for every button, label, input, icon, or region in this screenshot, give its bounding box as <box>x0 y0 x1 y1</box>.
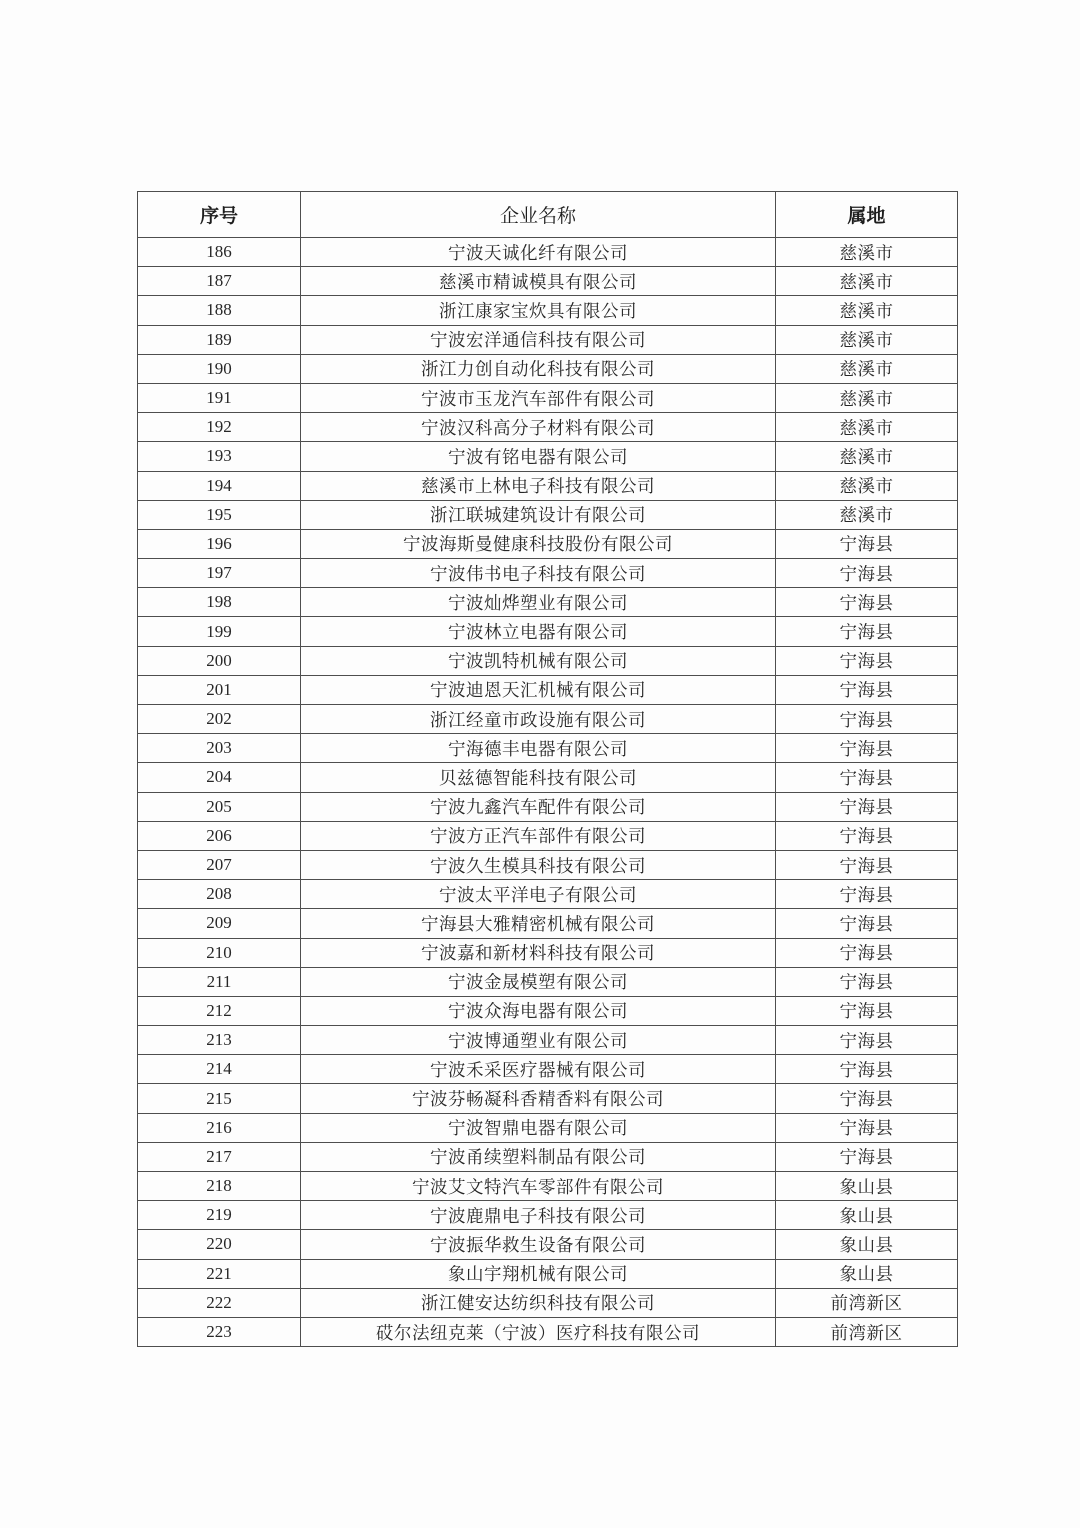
location-cell: 宁海县 <box>776 617 958 646</box>
serial-number-cell: 219 <box>138 1201 301 1230</box>
company-name-cell: 慈溪市精诚模具有限公司 <box>301 267 776 296</box>
location-cell: 慈溪市 <box>776 325 958 354</box>
location-cell: 宁海县 <box>776 850 958 879</box>
table-row <box>138 1288 958 1317</box>
company-name-cell: 宁波有铭电器有限公司 <box>301 442 776 471</box>
table-row <box>138 413 958 442</box>
serial-number-cell: 208 <box>138 880 301 909</box>
company-name-cell: 宁波市玉龙汽车部件有限公司 <box>301 383 776 412</box>
serial-number-cell: 192 <box>138 413 301 442</box>
table-row <box>138 267 958 296</box>
table-row <box>138 471 958 500</box>
serial-number-cell: 205 <box>138 792 301 821</box>
location-cell: 宁海县 <box>776 529 958 558</box>
serial-number-cell: 197 <box>138 559 301 588</box>
company-name-cell: 宁波久生模具科技有限公司 <box>301 850 776 879</box>
location-cell: 宁海县 <box>776 559 958 588</box>
table-row <box>138 1172 958 1201</box>
table-row <box>138 529 958 558</box>
serial-number-cell: 189 <box>138 325 301 354</box>
serial-number-cell: 194 <box>138 471 301 500</box>
company-name-cell: 宁波天诚化纤有限公司 <box>301 238 776 267</box>
serial-number-cell: 211 <box>138 967 301 996</box>
table-row <box>138 354 958 383</box>
location-cell: 前湾新区 <box>776 1317 958 1346</box>
company-name-cell: 砹尔法纽克莱（宁波）医疗科技有限公司 <box>301 1317 776 1346</box>
table-row <box>138 850 958 879</box>
location-cell: 慈溪市 <box>776 383 958 412</box>
table-row <box>138 238 958 267</box>
location-cell: 象山县 <box>776 1172 958 1201</box>
table-row <box>138 675 958 704</box>
table-row <box>138 1084 958 1113</box>
header-company-name: 企业名称 <box>301 192 776 238</box>
serial-number-cell: 222 <box>138 1288 301 1317</box>
location-cell: 宁海县 <box>776 588 958 617</box>
table-row <box>138 500 958 529</box>
location-cell: 宁海县 <box>776 675 958 704</box>
table-row <box>138 938 958 967</box>
serial-number-cell: 212 <box>138 996 301 1025</box>
location-cell: 慈溪市 <box>776 238 958 267</box>
table-row <box>138 763 958 792</box>
location-cell: 慈溪市 <box>776 267 958 296</box>
serial-number-cell: 193 <box>138 442 301 471</box>
serial-number-cell: 186 <box>138 238 301 267</box>
location-cell: 宁海县 <box>776 967 958 996</box>
table-row <box>138 792 958 821</box>
company-name-cell: 宁波芬畅凝科香精香料有限公司 <box>301 1084 776 1113</box>
serial-number-cell: 215 <box>138 1084 301 1113</box>
company-name-cell: 宁波嘉和新材料科技有限公司 <box>301 938 776 967</box>
table-row <box>138 383 958 412</box>
company-name-cell: 宁波海斯曼健康科技股份有限公司 <box>301 529 776 558</box>
location-cell: 宁海县 <box>776 705 958 734</box>
table-row <box>138 967 958 996</box>
location-cell: 象山县 <box>776 1259 958 1288</box>
table-row <box>138 559 958 588</box>
location-cell: 慈溪市 <box>776 354 958 383</box>
serial-number-cell: 203 <box>138 734 301 763</box>
location-cell: 慈溪市 <box>776 500 958 529</box>
company-name-cell: 宁波金晟模塑有限公司 <box>301 967 776 996</box>
table-row <box>138 296 958 325</box>
table-row <box>138 1259 958 1288</box>
serial-number-cell: 191 <box>138 383 301 412</box>
location-cell: 宁海县 <box>776 1113 958 1142</box>
location-cell: 宁海县 <box>776 792 958 821</box>
serial-number-cell: 216 <box>138 1113 301 1142</box>
company-name-cell: 宁波汉科高分子材料有限公司 <box>301 413 776 442</box>
location-cell: 象山县 <box>776 1201 958 1230</box>
serial-number-cell: 200 <box>138 646 301 675</box>
table-row <box>138 1201 958 1230</box>
header-serial-number: 序号 <box>138 192 301 238</box>
serial-number-cell: 210 <box>138 938 301 967</box>
serial-number-cell: 220 <box>138 1230 301 1259</box>
serial-number-cell: 209 <box>138 909 301 938</box>
serial-number-cell: 190 <box>138 354 301 383</box>
table-row <box>138 442 958 471</box>
serial-number-cell: 195 <box>138 500 301 529</box>
company-name-cell: 象山宇翔机械有限公司 <box>301 1259 776 1288</box>
serial-number-cell: 204 <box>138 763 301 792</box>
company-name-cell: 宁波太平洋电子有限公司 <box>301 880 776 909</box>
location-cell: 慈溪市 <box>776 413 958 442</box>
table-row <box>138 1230 958 1259</box>
serial-number-cell: 201 <box>138 675 301 704</box>
company-name-cell: 宁波博通塑业有限公司 <box>301 1026 776 1055</box>
location-cell: 宁海县 <box>776 1026 958 1055</box>
location-cell: 宁海县 <box>776 1142 958 1171</box>
location-cell: 宁海县 <box>776 646 958 675</box>
serial-number-cell: 217 <box>138 1142 301 1171</box>
serial-number-cell: 196 <box>138 529 301 558</box>
table-row <box>138 617 958 646</box>
company-name-cell: 宁波众海电器有限公司 <box>301 996 776 1025</box>
serial-number-cell: 206 <box>138 821 301 850</box>
company-name-cell: 宁海县大雅精密机械有限公司 <box>301 909 776 938</box>
location-cell: 前湾新区 <box>776 1288 958 1317</box>
company-name-cell: 浙江健安达纺织科技有限公司 <box>301 1288 776 1317</box>
company-name-cell: 宁波振华救生设备有限公司 <box>301 1230 776 1259</box>
serial-number-cell: 214 <box>138 1055 301 1084</box>
table-row <box>138 1113 958 1142</box>
serial-number-cell: 199 <box>138 617 301 646</box>
company-name-cell: 宁波智鼎电器有限公司 <box>301 1113 776 1142</box>
location-cell: 象山县 <box>776 1230 958 1259</box>
location-cell: 宁海县 <box>776 880 958 909</box>
location-cell: 慈溪市 <box>776 296 958 325</box>
company-name-cell: 宁波迪恩天汇机械有限公司 <box>301 675 776 704</box>
company-name-cell: 贝兹德智能科技有限公司 <box>301 763 776 792</box>
table-row <box>138 646 958 675</box>
location-cell: 宁海县 <box>776 734 958 763</box>
location-cell: 宁海县 <box>776 821 958 850</box>
location-cell: 宁海县 <box>776 1055 958 1084</box>
table-row <box>138 909 958 938</box>
company-name-cell: 宁波灿烨塑业有限公司 <box>301 588 776 617</box>
serial-number-cell: 188 <box>138 296 301 325</box>
location-cell: 慈溪市 <box>776 471 958 500</box>
company-table <box>137 191 958 1347</box>
location-cell: 慈溪市 <box>776 442 958 471</box>
company-name-cell: 宁波宏洋通信科技有限公司 <box>301 325 776 354</box>
table-row <box>138 325 958 354</box>
table-row <box>138 821 958 850</box>
company-name-cell: 宁波禾采医疗器械有限公司 <box>301 1055 776 1084</box>
location-cell: 宁海县 <box>776 938 958 967</box>
location-cell: 宁海县 <box>776 763 958 792</box>
serial-number-cell: 223 <box>138 1317 301 1346</box>
location-cell: 宁海县 <box>776 1084 958 1113</box>
company-name-cell: 宁波伟书电子科技有限公司 <box>301 559 776 588</box>
serial-number-cell: 207 <box>138 850 301 879</box>
location-cell: 宁海县 <box>776 909 958 938</box>
table-row <box>138 705 958 734</box>
table-row <box>138 880 958 909</box>
table-row <box>138 1026 958 1055</box>
company-name-cell: 宁波九鑫汽车配件有限公司 <box>301 792 776 821</box>
company-name-cell: 宁波方正汽车部件有限公司 <box>301 821 776 850</box>
table-header-row <box>138 192 958 238</box>
company-name-cell: 浙江康家宝炊具有限公司 <box>301 296 776 325</box>
company-name-cell: 宁波甬续塑料制品有限公司 <box>301 1142 776 1171</box>
table-row <box>138 734 958 763</box>
company-name-cell: 宁波鹿鼎电子科技有限公司 <box>301 1201 776 1230</box>
serial-number-cell: 218 <box>138 1172 301 1201</box>
serial-number-cell: 187 <box>138 267 301 296</box>
table-row <box>138 1142 958 1171</box>
table-row <box>138 1317 958 1346</box>
serial-number-cell: 213 <box>138 1026 301 1055</box>
table-row <box>138 996 958 1025</box>
serial-number-cell: 198 <box>138 588 301 617</box>
table-row <box>138 588 958 617</box>
serial-number-cell: 221 <box>138 1259 301 1288</box>
company-name-cell: 浙江联城建筑设计有限公司 <box>301 500 776 529</box>
header-location: 属地 <box>776 192 958 238</box>
company-name-cell: 慈溪市上林电子科技有限公司 <box>301 471 776 500</box>
serial-number-cell: 202 <box>138 705 301 734</box>
company-name-cell: 宁波凯特机械有限公司 <box>301 646 776 675</box>
location-cell: 宁海县 <box>776 996 958 1025</box>
company-name-cell: 浙江力创自动化科技有限公司 <box>301 354 776 383</box>
table-row <box>138 1055 958 1084</box>
company-name-cell: 浙江经童市政设施有限公司 <box>301 705 776 734</box>
company-name-cell: 宁波艾文特汽车零部件有限公司 <box>301 1172 776 1201</box>
company-name-cell: 宁海德丰电器有限公司 <box>301 734 776 763</box>
company-name-cell: 宁波林立电器有限公司 <box>301 617 776 646</box>
